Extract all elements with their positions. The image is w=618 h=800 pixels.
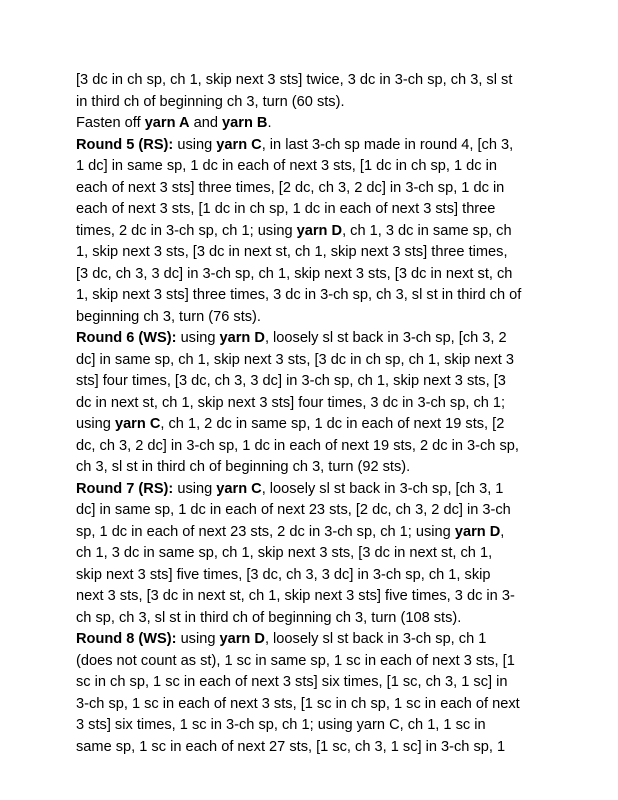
text-line: each of next 3 sts, [1 dc in ch sp, 1 dc in each of next 3 sts] three [76,201,496,217]
text-line: ch 1, 3 dc in same sp, ch 1, skip next 3 sts, [3 dc in next st, ch 1, [76,545,493,561]
text-line: dc] in same sp, 1 dc in each of next 23 sts, [2 dc, ch 3, 2 dc] in 3-ch [76,502,511,518]
text-line: skip next 3 sts] five times, [3 dc, ch 3, 3 dc] in 3-ch sp, ch 1, skip [76,566,491,583]
text-line: each of next 3 sts] three times, [2 dc, ch 3, 2 dc] in 3-ch sp, 1 dc in [76,179,505,196]
round-8-heading-line: Round 8 (WS): using yarn D, loosely sl st back in 3-ch sp, ch 1 [76,631,487,647]
text-line: times, 2 dc in 3-ch sp, ch 1; using yarn D, ch 1, 3 dc in same sp, ch [76,222,512,239]
text-line: 3 sts] six times, 1 sc in 3-ch sp, ch 1; using yarn C, ch 1, 1 sc in [76,717,486,733]
round-7-heading-line: Round 7 (RS): using yarn C, loosely sl st back in 3-ch sp, [ch 3, 1 [76,480,504,497]
text-line: (does not count as st), 1 sc in same sp, 1 sc in each of next 3 sts, [1 [76,652,515,669]
round-6-heading-line: Round 6 (WS): using yarn D, loosely sl st back in 3-ch sp, [ch 3, 2 [76,330,507,346]
text-line: dc] in same sp, ch 1, skip next 3 sts, [3 dc in ch sp, ch 1, skip next 3 [76,351,515,368]
text-line: 1 dc] in same sp, 1 dc in each of next 3 sts, [1 dc in ch sp, 1 dc in [76,158,498,174]
round-5-heading-line: Round 5 (RS): using yarn C, in last 3-ch sp made in round 4, [ch 3, [76,136,514,153]
text-line: dc in next st, ch 1, skip next 3 sts] four times, 3 dc in 3-ch sp, ch 1; [76,394,506,411]
text-line: sts] four times, [3 dc, ch 3, 3 dc] in 3-ch sp, ch 1, skip next 3 sts, [3 [76,373,506,389]
text-line: next 3 sts, [3 dc in next st, ch 1, skip next 3 sts] five times, 3 dc in 3- [76,588,515,604]
text-line: [3 dc, ch 3, 3 dc] in 3-ch sp, ch 1, skip next 3 sts, [3 dc in next st, ch [76,265,513,282]
text-line: sc in ch sp, 1 sc in each of next 3 sts] six times, [1 sc, ch 3, 1 sc] in [76,674,508,690]
text-line: dc, ch 3, 2 dc] in 3-ch sp, 1 dc in each of next 19 sts, 2 dc in 3-ch sp, [76,437,519,454]
text-line: same sp, 1 sc in each of next 27 sts, [1 sc, ch 3, 1 sc] in 3-ch sp, 1 [76,738,506,755]
text-line: ch 3, sl st in third ch of beginning ch 3, turn (92 sts). [76,459,411,475]
text-line: sp, 1 dc in each of next 23 sts, 2 dc in 3-ch sp, ch 1; using yarn D, [76,523,505,540]
text-line: using yarn C, ch 1, 2 dc in same sp, 1 dc in each of next 19 sts, [2 [76,416,505,432]
text-line: beginning ch 3, turn (76 sts). [76,308,261,325]
text-line: ch sp, ch 3, sl st in third ch of beginning ch 3, turn (108 sts). [76,609,462,626]
text-line: in third ch of beginning ch 3, turn (60 sts). [76,93,345,110]
text-line: 1, skip next 3 sts] three times, 3 dc in 3-ch sp, ch 3, sl st in third ch of [76,287,522,303]
text-line: [3 dc in ch sp, ch 1, skip next 3 sts] twice, 3 dc in 3-ch sp, ch 3, sl st [76,72,513,88]
text-line: Fasten off yarn A and yarn B. [76,115,272,131]
pattern-instructions [76,70,546,758]
text-line: 1, skip next 3 sts, [3 dc in next st, ch 1, skip next 3 sts] three times, [76,244,508,260]
text-line: 3-ch sp, 1 sc in each of next 3 sts, [1 sc in ch sp, 1 sc in each of next [76,695,520,712]
